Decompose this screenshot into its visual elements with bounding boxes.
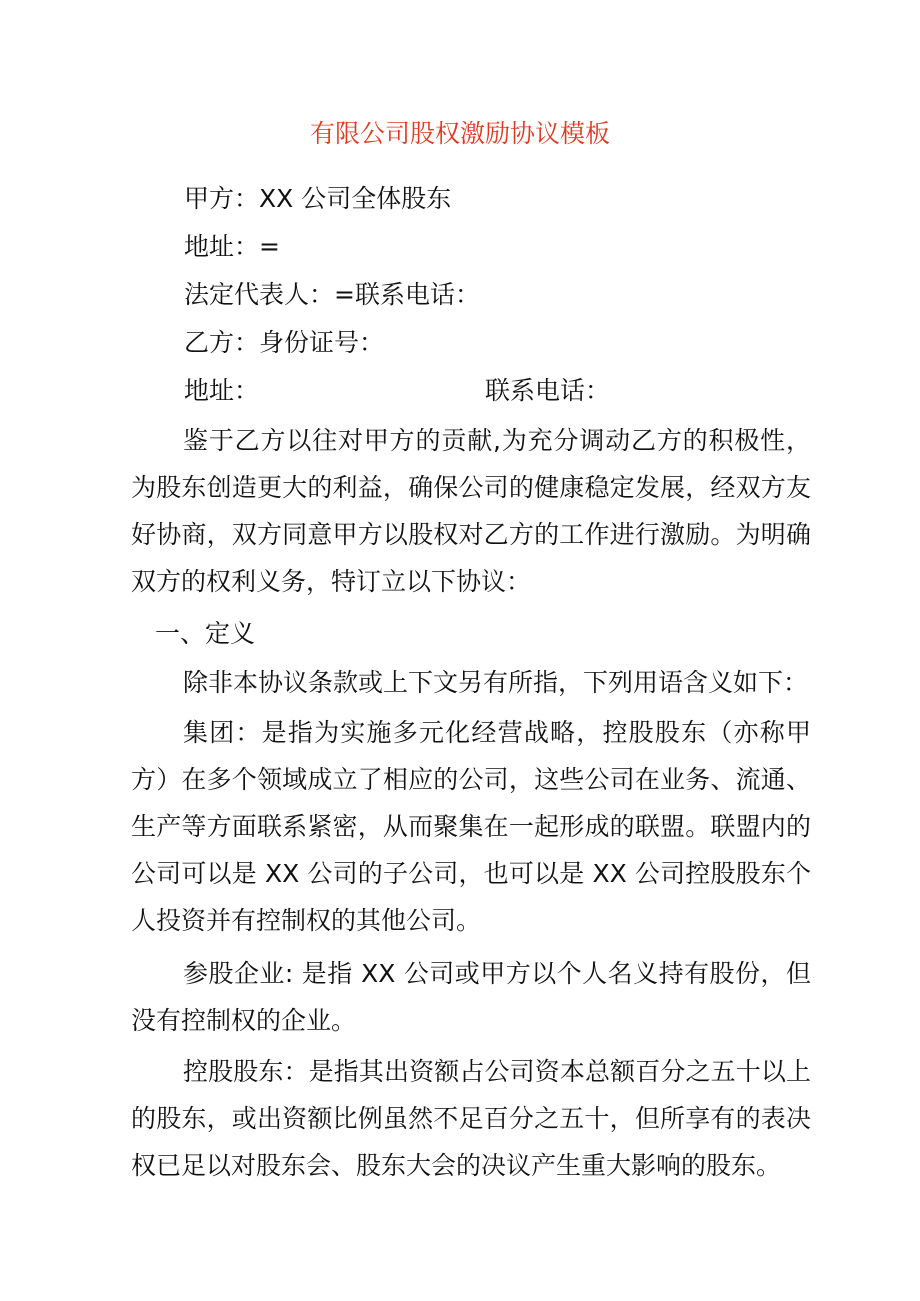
definitions-intro-paragraph: 除非本协议条款或上下文另有所指，下列用语含义如下： (183, 668, 809, 697)
party-b-address-label: 地址： (184, 376, 260, 405)
party-a-line: 甲方：XX 公司全体股东 (184, 184, 452, 213)
definition-controlling-shareholder-paragraph: 控股股东：是指其出资额占公司资本总额百分之五十以上的股东，或出资额比例虽然不足百分之五十，但所享有的表决权已足以对股东会、股东大会的决议产生重大影响的股东。 (131, 1057, 811, 1180)
legal-representative-line: 法定代表人：=联系电话： (184, 280, 480, 309)
intro-paragraph: 鉴于乙方以往对甲方的贡献,为充分调动乙方的积极性，为股东创造更大的利益，确保公司的健康稳定发展，经双方友好协商，双方同意甲方以股权对乙方的工作进行激励。为明确双方的权利义务，特订立以下协议： (131, 426, 811, 596)
party-b-line: 乙方：身份证号： (184, 328, 385, 357)
definition-group-paragraph: 集团：是指为实施多元化经营战略，控股股东（亦称甲方）在多个领域成立了相应的公司，这些公司在业务、流通、生产等方面联系紧密，从而聚集在一起形成的联盟。联盟内的公司可以是 XX 公司的子公司，也可以是 XX 公司控股股东个人投资并有控制权的其他公司。 (131, 718, 811, 935)
party-b-contact-label: 联系电话： (485, 376, 611, 405)
section-heading-definitions: 一、定义 (155, 619, 256, 648)
definition-participating-enterprise-paragraph: 参股企业: 是指 XX 公司或甲方以个人名义持有股份，但没有控制权的企业。 (131, 959, 811, 1035)
party-a-address-line: 地址：= (184, 232, 280, 261)
document-title: 有限公司股权激励协议模板 (309, 119, 610, 148)
